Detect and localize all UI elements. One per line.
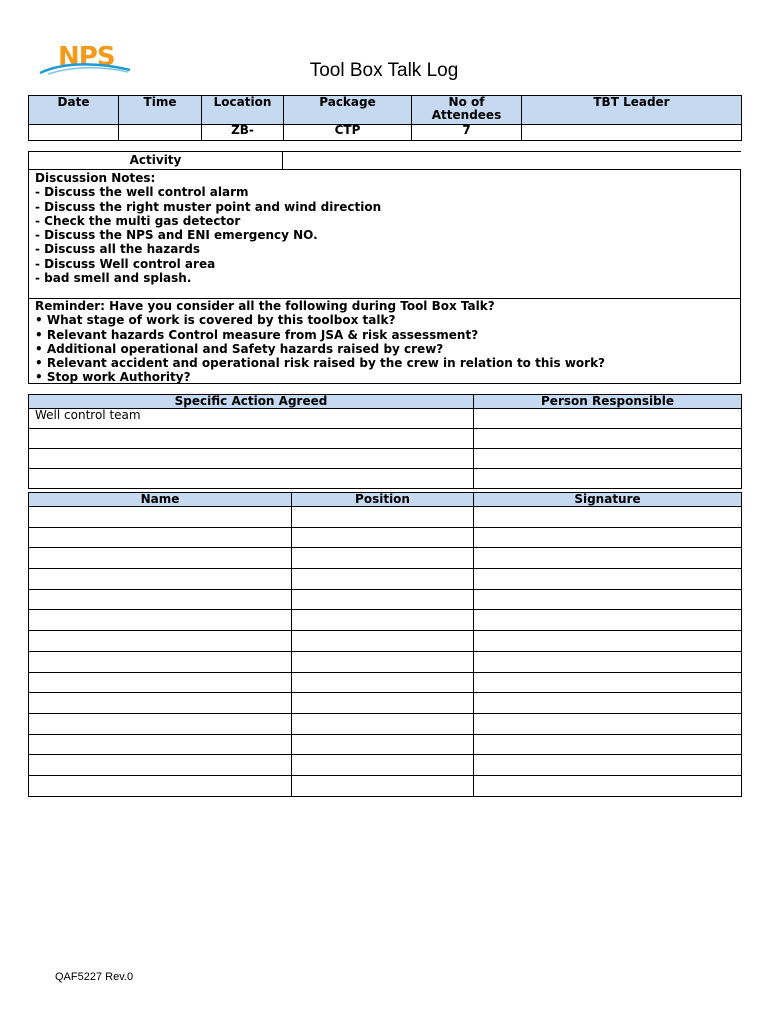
responsible-cell[interactable] [474,469,742,489]
name-cell[interactable] [29,693,292,714]
discussion-notes-heading: Discussion Notes: [35,171,156,185]
table-row [29,755,742,776]
header-date: Date [29,96,119,125]
activity-field-top-border [283,151,741,152]
signature-cell[interactable] [474,775,742,796]
tbt-leader-value[interactable] [522,125,742,141]
header-name: Name [29,493,292,507]
signature-cell[interactable] [474,548,742,569]
name-cell[interactable] [29,631,292,652]
table-row [29,469,742,489]
header-person-responsible: Person Responsible [474,395,742,409]
position-cell[interactable] [292,775,474,796]
position-cell[interactable] [292,672,474,693]
header-package: Package [284,96,412,125]
action-cell[interactable] [29,429,474,449]
discussion-notes [28,170,741,299]
table-row [29,775,742,796]
name-cell[interactable] [29,755,292,776]
action-cell[interactable] [29,449,474,469]
table-row [29,548,742,569]
position-cell[interactable] [292,651,474,672]
table-row [29,631,742,652]
reminder-item: • What stage of work is covered by this toolbox talk? [35,313,396,328]
table-row [29,713,742,734]
signature-cell[interactable] [474,651,742,672]
table-row [29,527,742,548]
name-cell[interactable] [29,610,292,631]
table-row [29,449,742,469]
activity-section [28,151,741,384]
activity-label: Activity [28,151,283,170]
table-row [29,589,742,610]
action-cell[interactable]: Well control team [29,409,474,429]
signature-cell[interactable] [474,507,742,528]
name-cell[interactable] [29,569,292,590]
note-item: - Discuss Well control area [35,256,216,271]
date-value[interactable] [29,125,119,141]
actions-table [28,394,742,489]
note-item: - Discuss the NPS and ENI emergency NO. [35,228,318,243]
name-cell[interactable] [29,651,292,672]
signature-cell[interactable] [474,672,742,693]
signature-cell[interactable] [474,569,742,590]
attendees-value[interactable]: 7 [412,125,522,141]
header-tbt-leader: TBT Leader [522,96,742,125]
header-table [28,95,742,141]
attendees-body [29,507,742,797]
position-cell[interactable] [292,548,474,569]
table-row [29,672,742,693]
reminder-item: • Stop work Authority? [35,370,191,385]
table-row [29,507,742,528]
position-cell[interactable] [292,507,474,528]
table-row [29,569,742,590]
header-location: Location [202,96,284,125]
table-row [29,734,742,755]
name-cell[interactable] [29,548,292,569]
header-position: Position [292,493,474,507]
header-signature: Signature [474,493,742,507]
note-item: - Discuss the right muster point and wind direction [35,199,382,214]
position-cell[interactable] [292,527,474,548]
position-cell[interactable] [292,589,474,610]
location-value[interactable]: ZB- [202,125,284,141]
signature-cell[interactable] [474,693,742,714]
table-row [29,610,742,631]
name-cell[interactable] [29,507,292,528]
table-row [29,651,742,672]
page-title: Tool Box Talk Log [309,60,459,81]
reminder-item: • Relevant accident and operational risk raised by the crew in relation to this work? [35,356,606,371]
position-cell[interactable] [292,713,474,734]
reminder-item: • Additional operational and Safety hazards raised by crew? [35,341,444,356]
name-cell[interactable] [29,775,292,796]
note-item: - Discuss the well control alarm [35,185,249,200]
package-value[interactable]: CTP [284,125,412,141]
document-code: QAF5227 Rev.0 [55,971,134,983]
note-item: - Discuss all the hazards [35,242,200,257]
table-row [29,429,742,449]
table-row [29,693,742,714]
signature-cell[interactable] [474,589,742,610]
signature-cell[interactable] [474,527,742,548]
signature-cell[interactable] [474,734,742,755]
signature-cell[interactable] [474,713,742,734]
time-value[interactable] [119,125,202,141]
attendees-table [28,492,742,797]
reminder-box [28,298,741,384]
logo-text: NPS [58,42,115,72]
name-cell[interactable] [29,734,292,755]
name-cell[interactable] [29,589,292,610]
responsible-cell[interactable] [474,429,742,449]
reminder-item: • Relevant hazards Control measure from JSA & risk assessment? [35,327,479,342]
signature-cell[interactable] [474,631,742,652]
position-cell[interactable] [292,693,474,714]
signature-cell[interactable] [474,610,742,631]
responsible-cell[interactable] [474,449,742,469]
position-cell[interactable] [292,610,474,631]
note-item: - bad smell and splash. [35,271,192,286]
header-specific-action: Specific Action Agreed [29,395,474,409]
header-time: Time [119,96,202,125]
header-attendees: No of Attendees [412,96,522,125]
position-cell[interactable] [292,631,474,652]
note-item: - Check the multi gas detector [35,213,241,228]
position-cell[interactable] [292,734,474,755]
position-cell[interactable] [292,569,474,590]
table-row [29,409,742,429]
name-cell[interactable] [29,672,292,693]
name-cell[interactable] [29,527,292,548]
responsible-cell[interactable] [474,409,742,429]
name-cell[interactable] [29,713,292,734]
position-cell[interactable] [292,755,474,776]
reminder-heading: Reminder: Have you consider all the following during Tool Box Talk? [35,299,495,313]
action-cell[interactable] [29,469,474,489]
signature-cell[interactable] [474,755,742,776]
